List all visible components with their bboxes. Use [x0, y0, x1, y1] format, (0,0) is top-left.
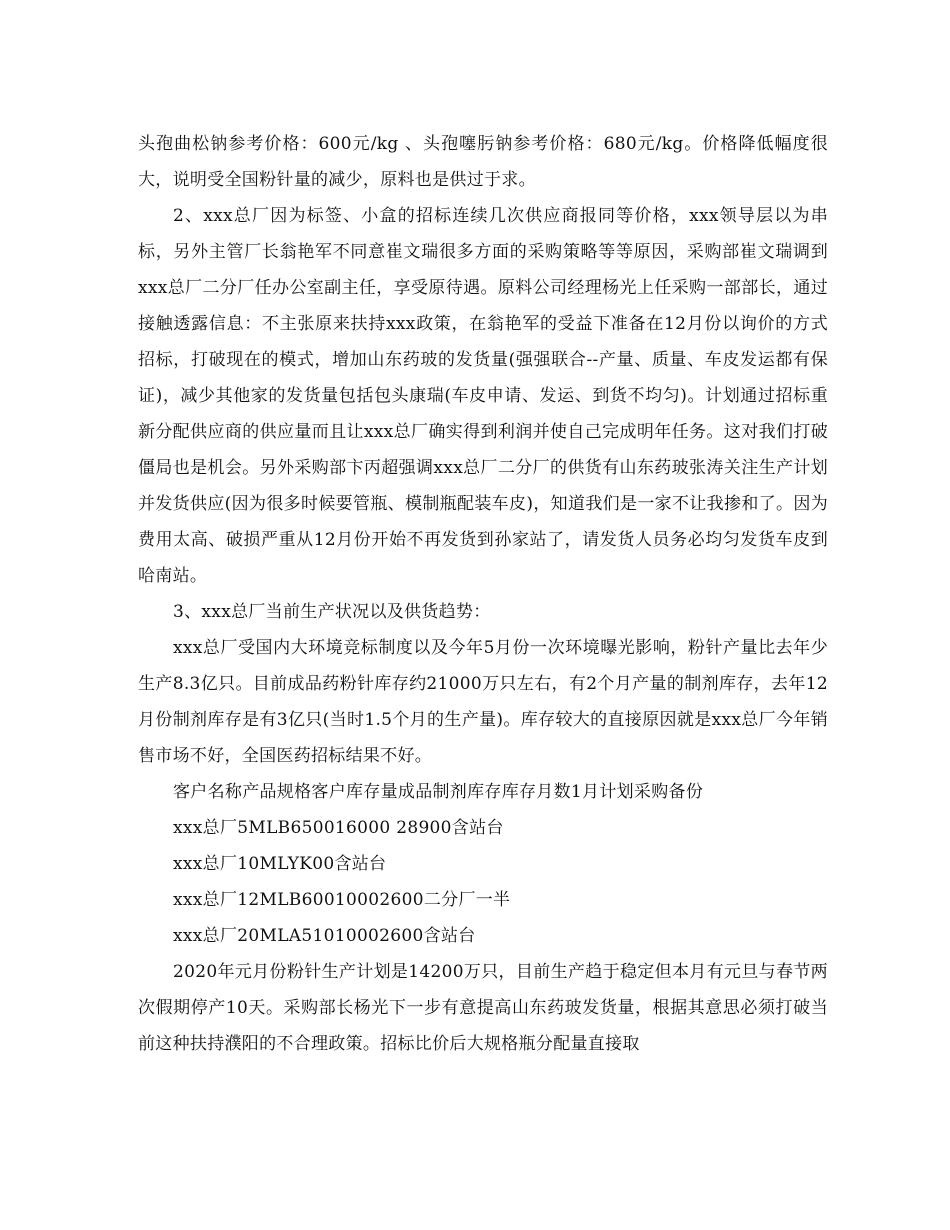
document-body: [138, 126, 828, 1062]
table-row: xxx总厂5MLB650016000 28900含站台: [173, 818, 504, 838]
closing-paragraph: 2020年元月份粉针生产计划是14200万只，目前生产趋于稳定但本月有元旦与春节两次假期停产10天。采购部长杨光下一步有意提高山东药玻发货量，根据其意思必须打破当前这种扶持濮阳的不合理政策。招标比价后大规格瓶分配量直接取: [138, 962, 828, 1054]
paragraph-4: xxx总厂受国内大环境竞标制度以及今年5月份一次环境曝光影响，粉针产量比去年少生产8.3亿只。目前成品药粉针库存约21000万只左右，有2个月产量的制剂库存，去年12月份制剂库存是有3亿只(当时1.5个月的生产量)。库存较大的直接原因就是xxx总厂今年销售市场不好，全国医药招标结果不好。: [138, 638, 828, 766]
table-row: xxx总厂10MLYK00含站台: [173, 854, 387, 874]
table-header-line: 客户名称产品规格客户库存量成品制剂库存库存月数1月计划采购备份: [173, 782, 704, 802]
paragraph-1: 头孢曲松钠参考价格：600元/kg 、头孢噻肟钠参考价格：680元/kg。价格降低幅度很大，说明受全国粉针量的减少，原料也是供过于求。: [138, 134, 828, 190]
table-row: xxx总厂12MLB60010002600二分厂一半: [173, 890, 511, 910]
paragraph-3-heading: 3、xxx总厂当前生产状况以及供货趋势：: [173, 602, 491, 622]
paragraph-2: 2、xxx总厂因为标签、小盒的招标连续几次供应商报同等价格，xxx领导层以为串标，另外主管厂长翁艳军不同意崔文瑞很多方面的采购策略等等原因，采购部崔文瑞调到xxx总厂二分厂任办公室副主任，享受原待遇。原料公司经理杨光上任采购一部部长，通过接触透露信息：不主张原来扶持xxx政策，在翁艳军的受益下准备在12月份以询价的方式招标，打破现在的模式，增加山东药玻的发货量(强强联合--产量、质量、车皮发运都有保证)，减少其他家的发货量包括包头康瑞(车皮申请、发运、到货不均匀)。计划通过招标重新分配供应商的供应量而且让xxx总厂确实得到利润并使自己完成明年任务。这对我们打破僵局也是机会。另外采购部卞丙超强调xxx总厂二分厂的供货有山东药玻张涛关注生产计划并发货供应(因为很多时候要管瓶、模制瓶配装车皮)，知道我们是一家不让我掺和了。因为费用太高、破损严重从12月份开始不再发货到孙家站了，请发货人员务必均匀发货车皮到哈南站。: [138, 206, 828, 586]
table-row: xxx总厂20MLA51010002600含站台: [173, 926, 476, 946]
